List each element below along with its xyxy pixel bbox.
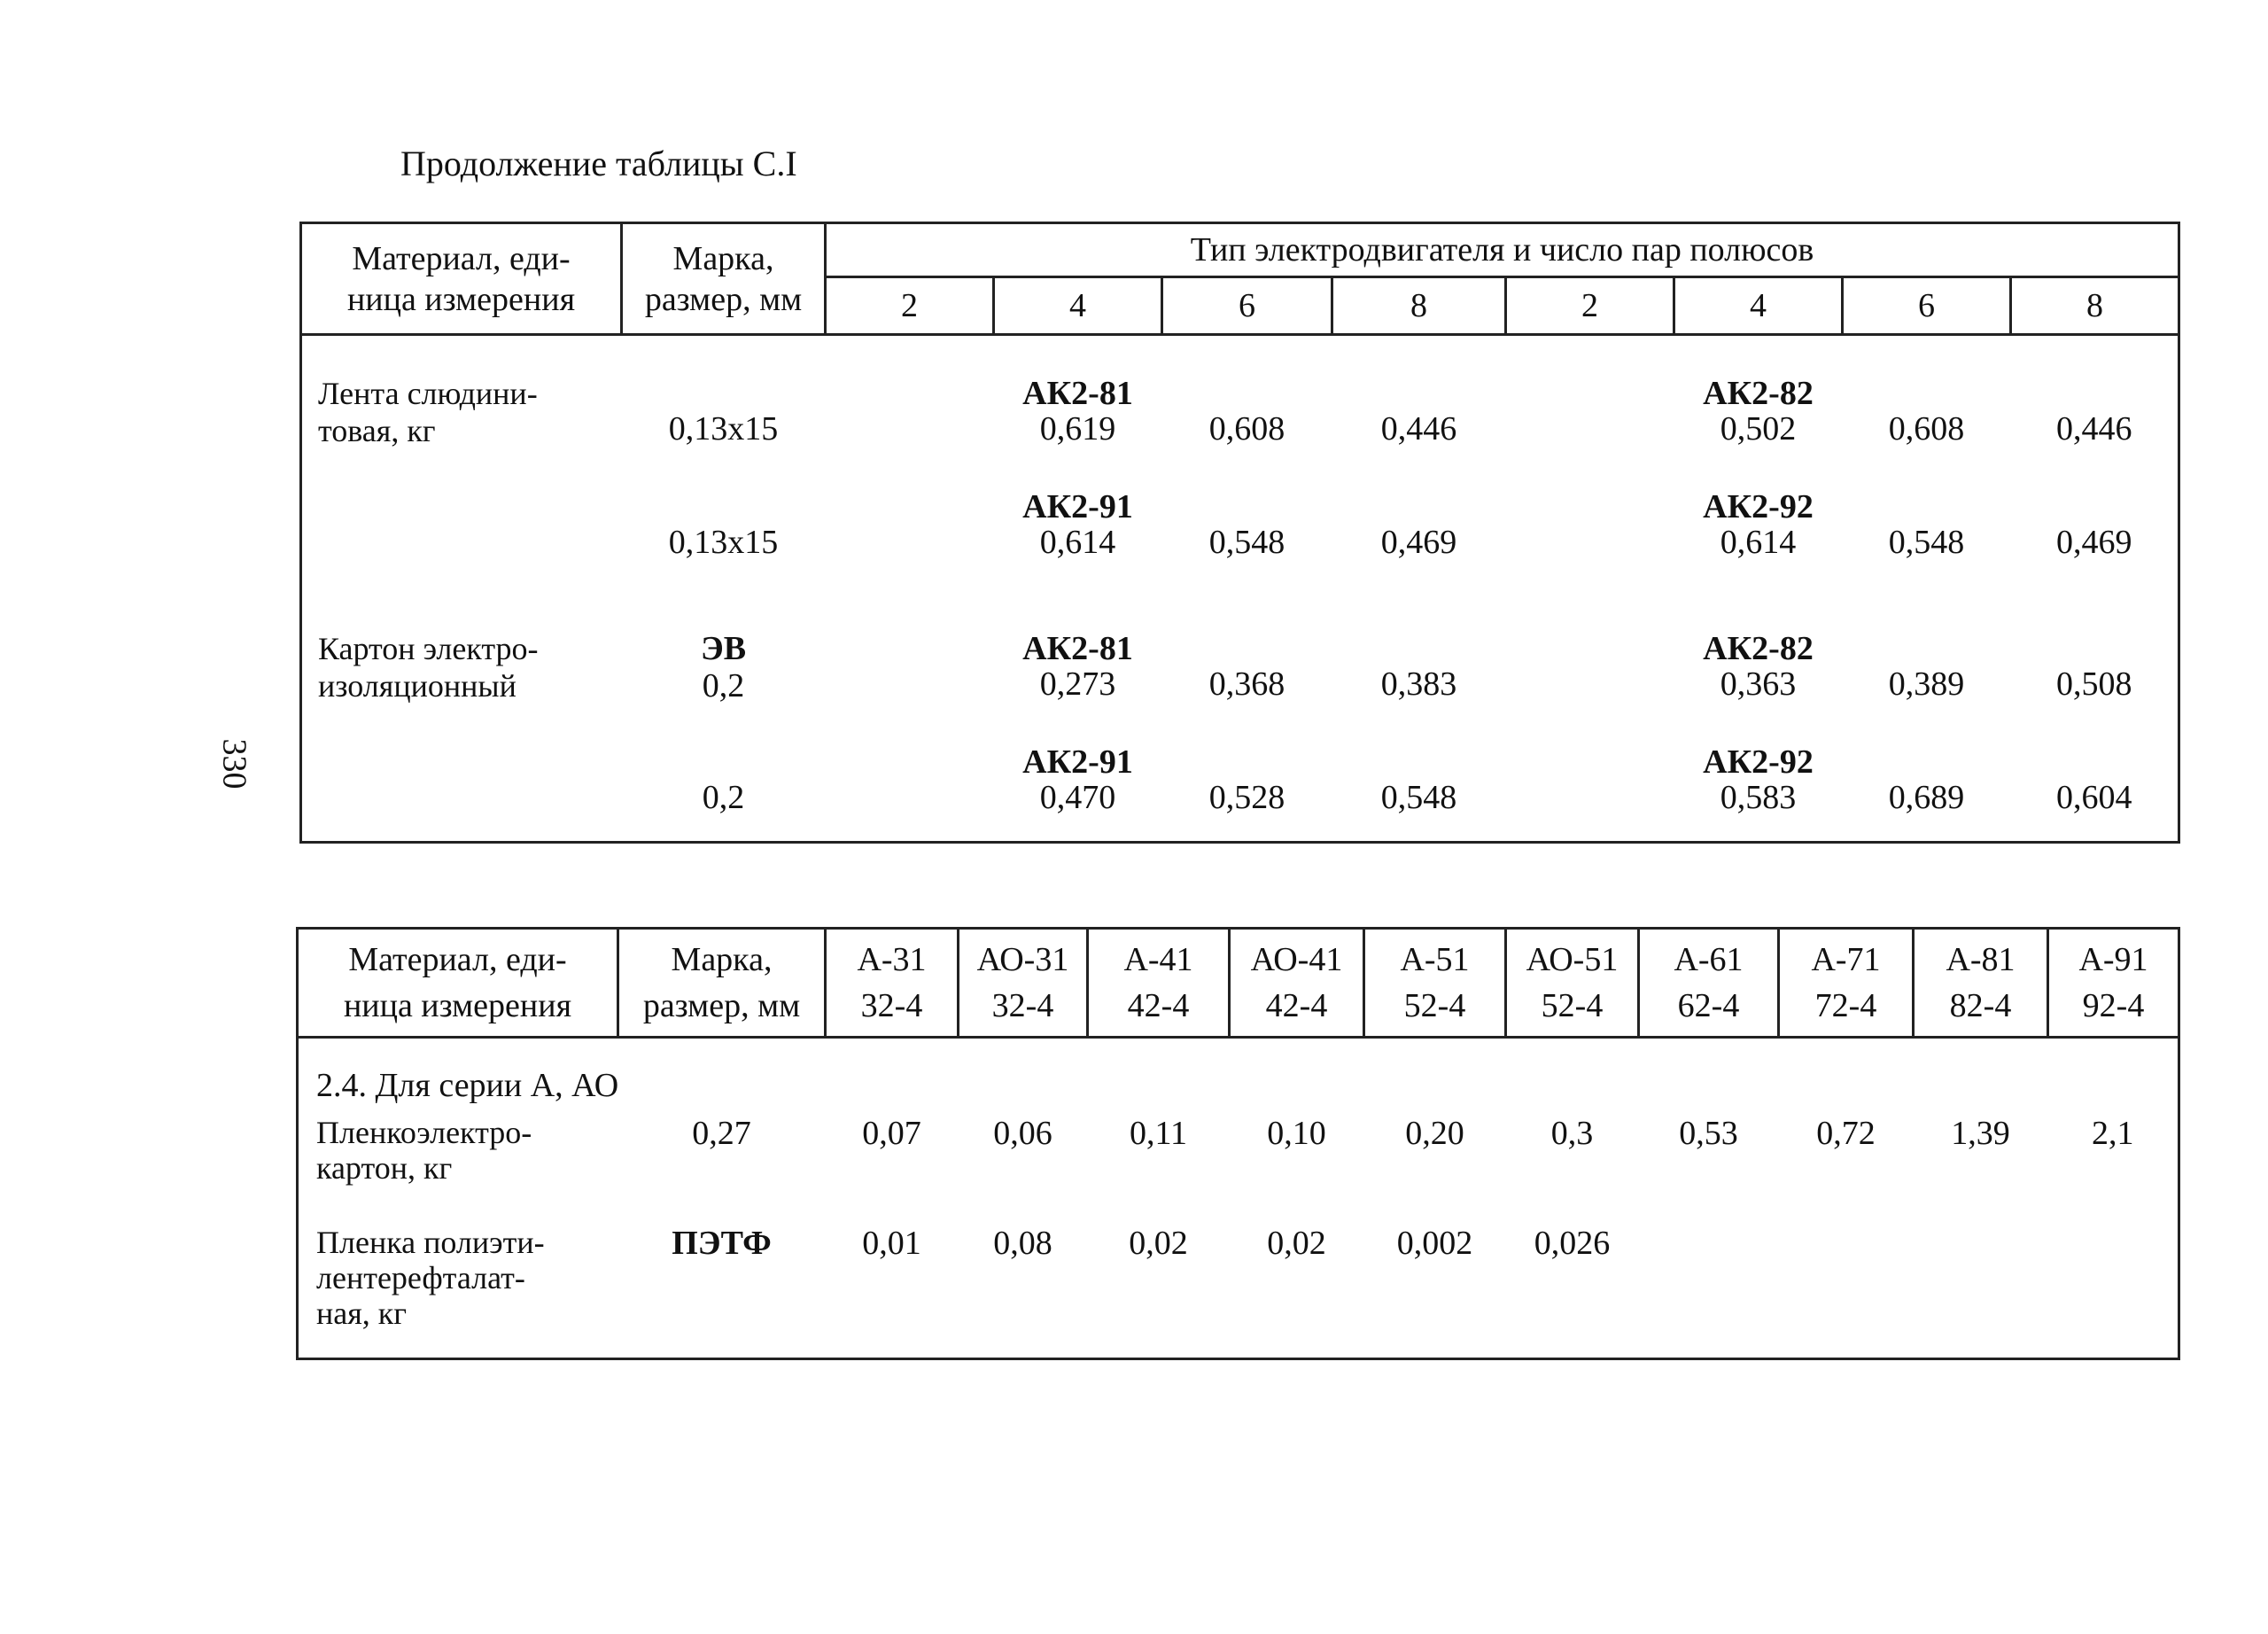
table-row: [298, 1108, 2179, 1218]
value-cell: 0,528: [1208, 779, 1285, 816]
value-cell: 0,608: [1208, 410, 1285, 447]
value-cell: АК2-92 0,614: [1674, 488, 1843, 630]
value-cell: 0,02: [1267, 1225, 1326, 1262]
series-a-ao-table: [296, 927, 2180, 1360]
value-cell: 2,1: [2092, 1115, 2134, 1152]
motor-model-label: АК2-91: [1022, 743, 1133, 781]
pole-count: 8: [1332, 277, 1506, 335]
mark-header: Марка, размер, мм: [618, 929, 826, 1038]
table-row: [301, 630, 2179, 743]
value-cell: 0,604: [2056, 779, 2132, 816]
value-cell: 0,01: [862, 1225, 921, 1262]
pole-count: 6: [1843, 277, 2011, 335]
motor-type-header: Тип электродвигателя и число пар полюсов: [826, 223, 2179, 277]
material-cell: [301, 743, 622, 843]
value-cell: 0,469: [1380, 524, 1457, 561]
value-cell: АК2-82 0,363: [1674, 630, 1843, 743]
material-cell: Пленкоэлектро- картон, кг: [316, 1115, 532, 1186]
value-cell: 0,53: [1679, 1115, 1738, 1152]
material-cell: [301, 488, 622, 630]
value-cell: 0,07: [862, 1115, 921, 1152]
pole-count: 4: [994, 277, 1162, 335]
value-cell: АК2-81 0,619: [994, 375, 1162, 488]
value-cell: 0,608: [1888, 410, 1965, 447]
material-cell: Лента слюдини- товая, кг: [318, 376, 538, 448]
table-row: [298, 1218, 2179, 1359]
value-cell: АК2-91 0,470: [994, 743, 1162, 843]
value-cell: 0,368: [1208, 665, 1285, 703]
value-cell: 0,026: [1534, 1225, 1611, 1262]
mark-header: Марка, размер, мм: [622, 223, 826, 335]
motor-model-label: АК2-82: [1703, 630, 1814, 667]
pole-count: 2: [826, 277, 994, 335]
value-cell: 0,72: [1816, 1115, 1876, 1152]
material-cell: Пленка полиэти- лентерефталат- ная, кг: [316, 1225, 545, 1331]
section-title: 2.4. Для серии А, АО: [316, 1067, 619, 1104]
motor-column-header: А-81 82-4: [1914, 929, 2048, 1038]
motor-model-label: АК2-81: [1022, 375, 1133, 412]
motor-column-header: А-61 62-4: [1639, 929, 1779, 1038]
value-cell: 0,11: [1129, 1115, 1188, 1152]
value-cell: 0,3: [1550, 1115, 1594, 1152]
header-row: [298, 929, 2179, 1038]
section-row: [298, 1038, 2179, 1109]
motor-model-label: АК2-81: [1022, 630, 1133, 667]
motor-column-header: АО-41 42-4: [1230, 929, 1364, 1038]
mark-cell: 0,13x15: [668, 410, 779, 447]
mark-cell: 0,2: [702, 779, 745, 816]
table-row: [301, 375, 2179, 488]
motor-column-header: АО-51 52-4: [1506, 929, 1639, 1038]
value-cell: АК2-82 0,502: [1674, 375, 1843, 488]
value-cell: 1,39: [1951, 1115, 2010, 1152]
value-cell: 0,689: [1888, 779, 1965, 816]
material-header: Материал, еди- ница измерения: [301, 223, 622, 335]
mark-cell: 0,27: [692, 1115, 751, 1152]
value-cell: АК2-81 0,273: [994, 630, 1162, 743]
motor-column-header: А-51 52-4: [1364, 929, 1506, 1038]
value-cell: 0,08: [993, 1225, 1052, 1262]
value-cell: 0,446: [2056, 410, 2132, 447]
value-cell: [1779, 1218, 1914, 1359]
motor-column-header: А-41 42-4: [1088, 929, 1230, 1038]
header-row: [301, 223, 2179, 277]
motor-type-table: [299, 222, 2180, 844]
value-cell: [1914, 1218, 2048, 1359]
value-cell: 0,508: [2056, 665, 2132, 703]
value-cell: [2048, 1218, 2179, 1359]
table-row: [301, 743, 2179, 843]
motor-column-header: А-31 32-4: [826, 929, 959, 1038]
value-cell: 0,06: [993, 1115, 1052, 1152]
pole-count: 2: [1506, 277, 1674, 335]
value-cell: 0,389: [1888, 665, 1965, 703]
value-cell: АК2-91 0,614: [994, 488, 1162, 630]
value-cell: 0,02: [1129, 1225, 1188, 1262]
pole-count: 8: [2011, 277, 2179, 335]
material-cell: Картон электро- изоляционный: [318, 631, 539, 704]
mark-cell: ЭВ 0,2: [700, 630, 747, 704]
table-caption: Продолжение таблицы С.I: [400, 144, 797, 183]
material-header: Материал, еди- ница измерения: [298, 929, 618, 1038]
motor-model-label: АК2-92: [1703, 743, 1814, 781]
value-cell: 0,548: [1888, 524, 1965, 561]
value-cell: 0,20: [1405, 1115, 1464, 1152]
value-cell: 0,469: [2056, 524, 2132, 561]
value-cell: [1639, 1218, 1779, 1359]
motor-model-label: АК2-91: [1022, 488, 1133, 525]
value-cell: 0,446: [1380, 410, 1457, 447]
value-cell: АК2-92 0,583: [1674, 743, 1843, 843]
value-cell: 0,002: [1396, 1225, 1473, 1262]
motor-model-label: АК2-92: [1703, 488, 1814, 525]
motor-column-header: А-91 92-4: [2048, 929, 2179, 1038]
value-cell: 0,548: [1380, 779, 1457, 816]
mark-cell: ПЭТФ: [672, 1225, 772, 1262]
motor-model-label: АК2-82: [1703, 375, 1814, 412]
value-cell: 0,10: [1267, 1115, 1326, 1152]
pole-count: 4: [1674, 277, 1843, 335]
mark-cell: 0,13x15: [668, 524, 779, 561]
page-number: 330: [215, 738, 253, 790]
motor-column-header: А-71 72-4: [1779, 929, 1914, 1038]
pole-count: 6: [1162, 277, 1332, 335]
motor-column-header: АО-31 32-4: [959, 929, 1088, 1038]
value-cell: 0,548: [1208, 524, 1285, 561]
value-cell: 0,383: [1380, 665, 1457, 703]
table-row: [301, 488, 2179, 630]
